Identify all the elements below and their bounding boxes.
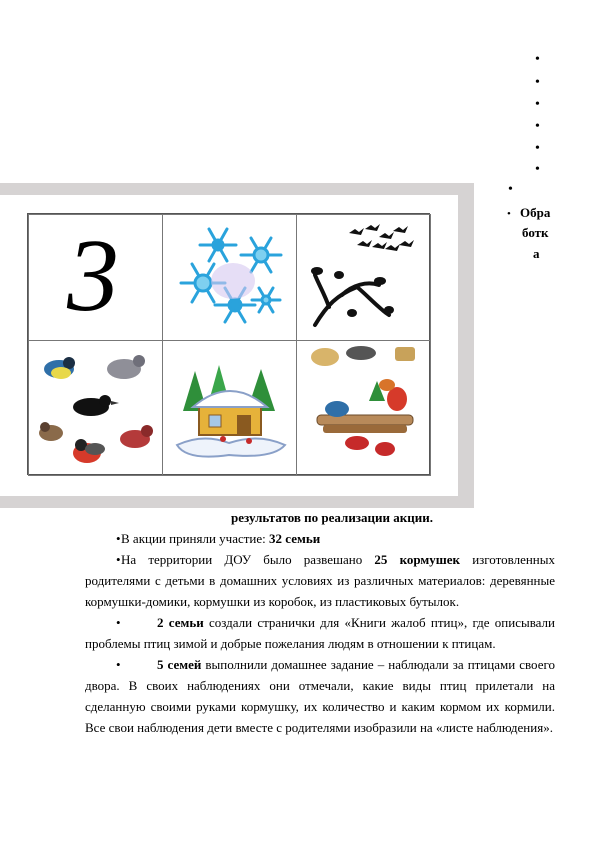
birds-branch-cell bbox=[296, 214, 431, 341]
snowy-house-icon bbox=[163, 341, 296, 475]
item-rest: выполнили домашнее задание – наблюдали за птицами своего двора. В своих наблюдениях они отмечали, какие виды птиц прилетали на сделанную своими руками кормушку, их количество и каким кормом их кормили. Все свои наблюдения дети вместе с родителями изобразили на «листе наблюдения». bbox=[85, 657, 555, 735]
item-bold: 5 семей bbox=[157, 657, 202, 672]
digit-cell bbox=[28, 214, 163, 341]
side-bullet: • bbox=[535, 162, 540, 177]
side-bullet: • bbox=[535, 75, 540, 90]
picture-grid bbox=[27, 213, 430, 475]
big-digit: 3 bbox=[67, 218, 119, 333]
item-bold: 25 кормушек bbox=[374, 552, 461, 567]
side-label-line1: Обра bbox=[520, 205, 551, 220]
item-rest: создали странички для «Книги жалоб птиц», где описывали проблемы птиц зимой и добрые пожелания людям в отношении к птицам. bbox=[85, 615, 555, 651]
side-bullet: • bbox=[535, 97, 540, 112]
side-bullet: • bbox=[535, 119, 540, 134]
side-bullet: • bbox=[507, 208, 511, 220]
item-text: В акции приняли участие: bbox=[121, 531, 270, 546]
snowflake-icon bbox=[163, 215, 296, 340]
bullet: • bbox=[116, 552, 121, 567]
side-bullet: • bbox=[535, 141, 540, 156]
list-item bbox=[85, 654, 555, 738]
bullet: • bbox=[116, 657, 121, 672]
item-text: На территории ДОУ было развешано bbox=[121, 552, 375, 567]
results-list bbox=[85, 528, 555, 738]
side-bullet: • bbox=[508, 182, 513, 197]
bullet: • bbox=[116, 615, 121, 630]
side-label-line2: ботк bbox=[522, 225, 549, 240]
side-label-line3: а bbox=[533, 246, 540, 261]
list-item bbox=[85, 549, 555, 612]
winter-birds-icon bbox=[29, 341, 162, 475]
list-item bbox=[85, 612, 555, 654]
feeder-cell bbox=[296, 340, 431, 476]
list-item bbox=[85, 528, 555, 549]
winter-birds-cell bbox=[28, 340, 163, 476]
bird-feeder-icon bbox=[297, 341, 430, 475]
snowflake-cell bbox=[162, 214, 297, 341]
item-bold: 32 семьи bbox=[269, 531, 321, 546]
section-heading: результатов по реализации акции. bbox=[231, 510, 433, 525]
snowy-house-cell bbox=[162, 340, 297, 476]
item-bold: 2 семьи bbox=[157, 615, 204, 630]
flying-birds-icon bbox=[297, 215, 430, 340]
item-rest: изготовленных родителями с детьми в домашних условиях из различных материалов: деревянные кормушки-домики, кормушки из коробок, из пластиковых бутылок. bbox=[85, 552, 555, 609]
bullet: • bbox=[116, 531, 121, 546]
side-bullet: • bbox=[535, 52, 540, 67]
